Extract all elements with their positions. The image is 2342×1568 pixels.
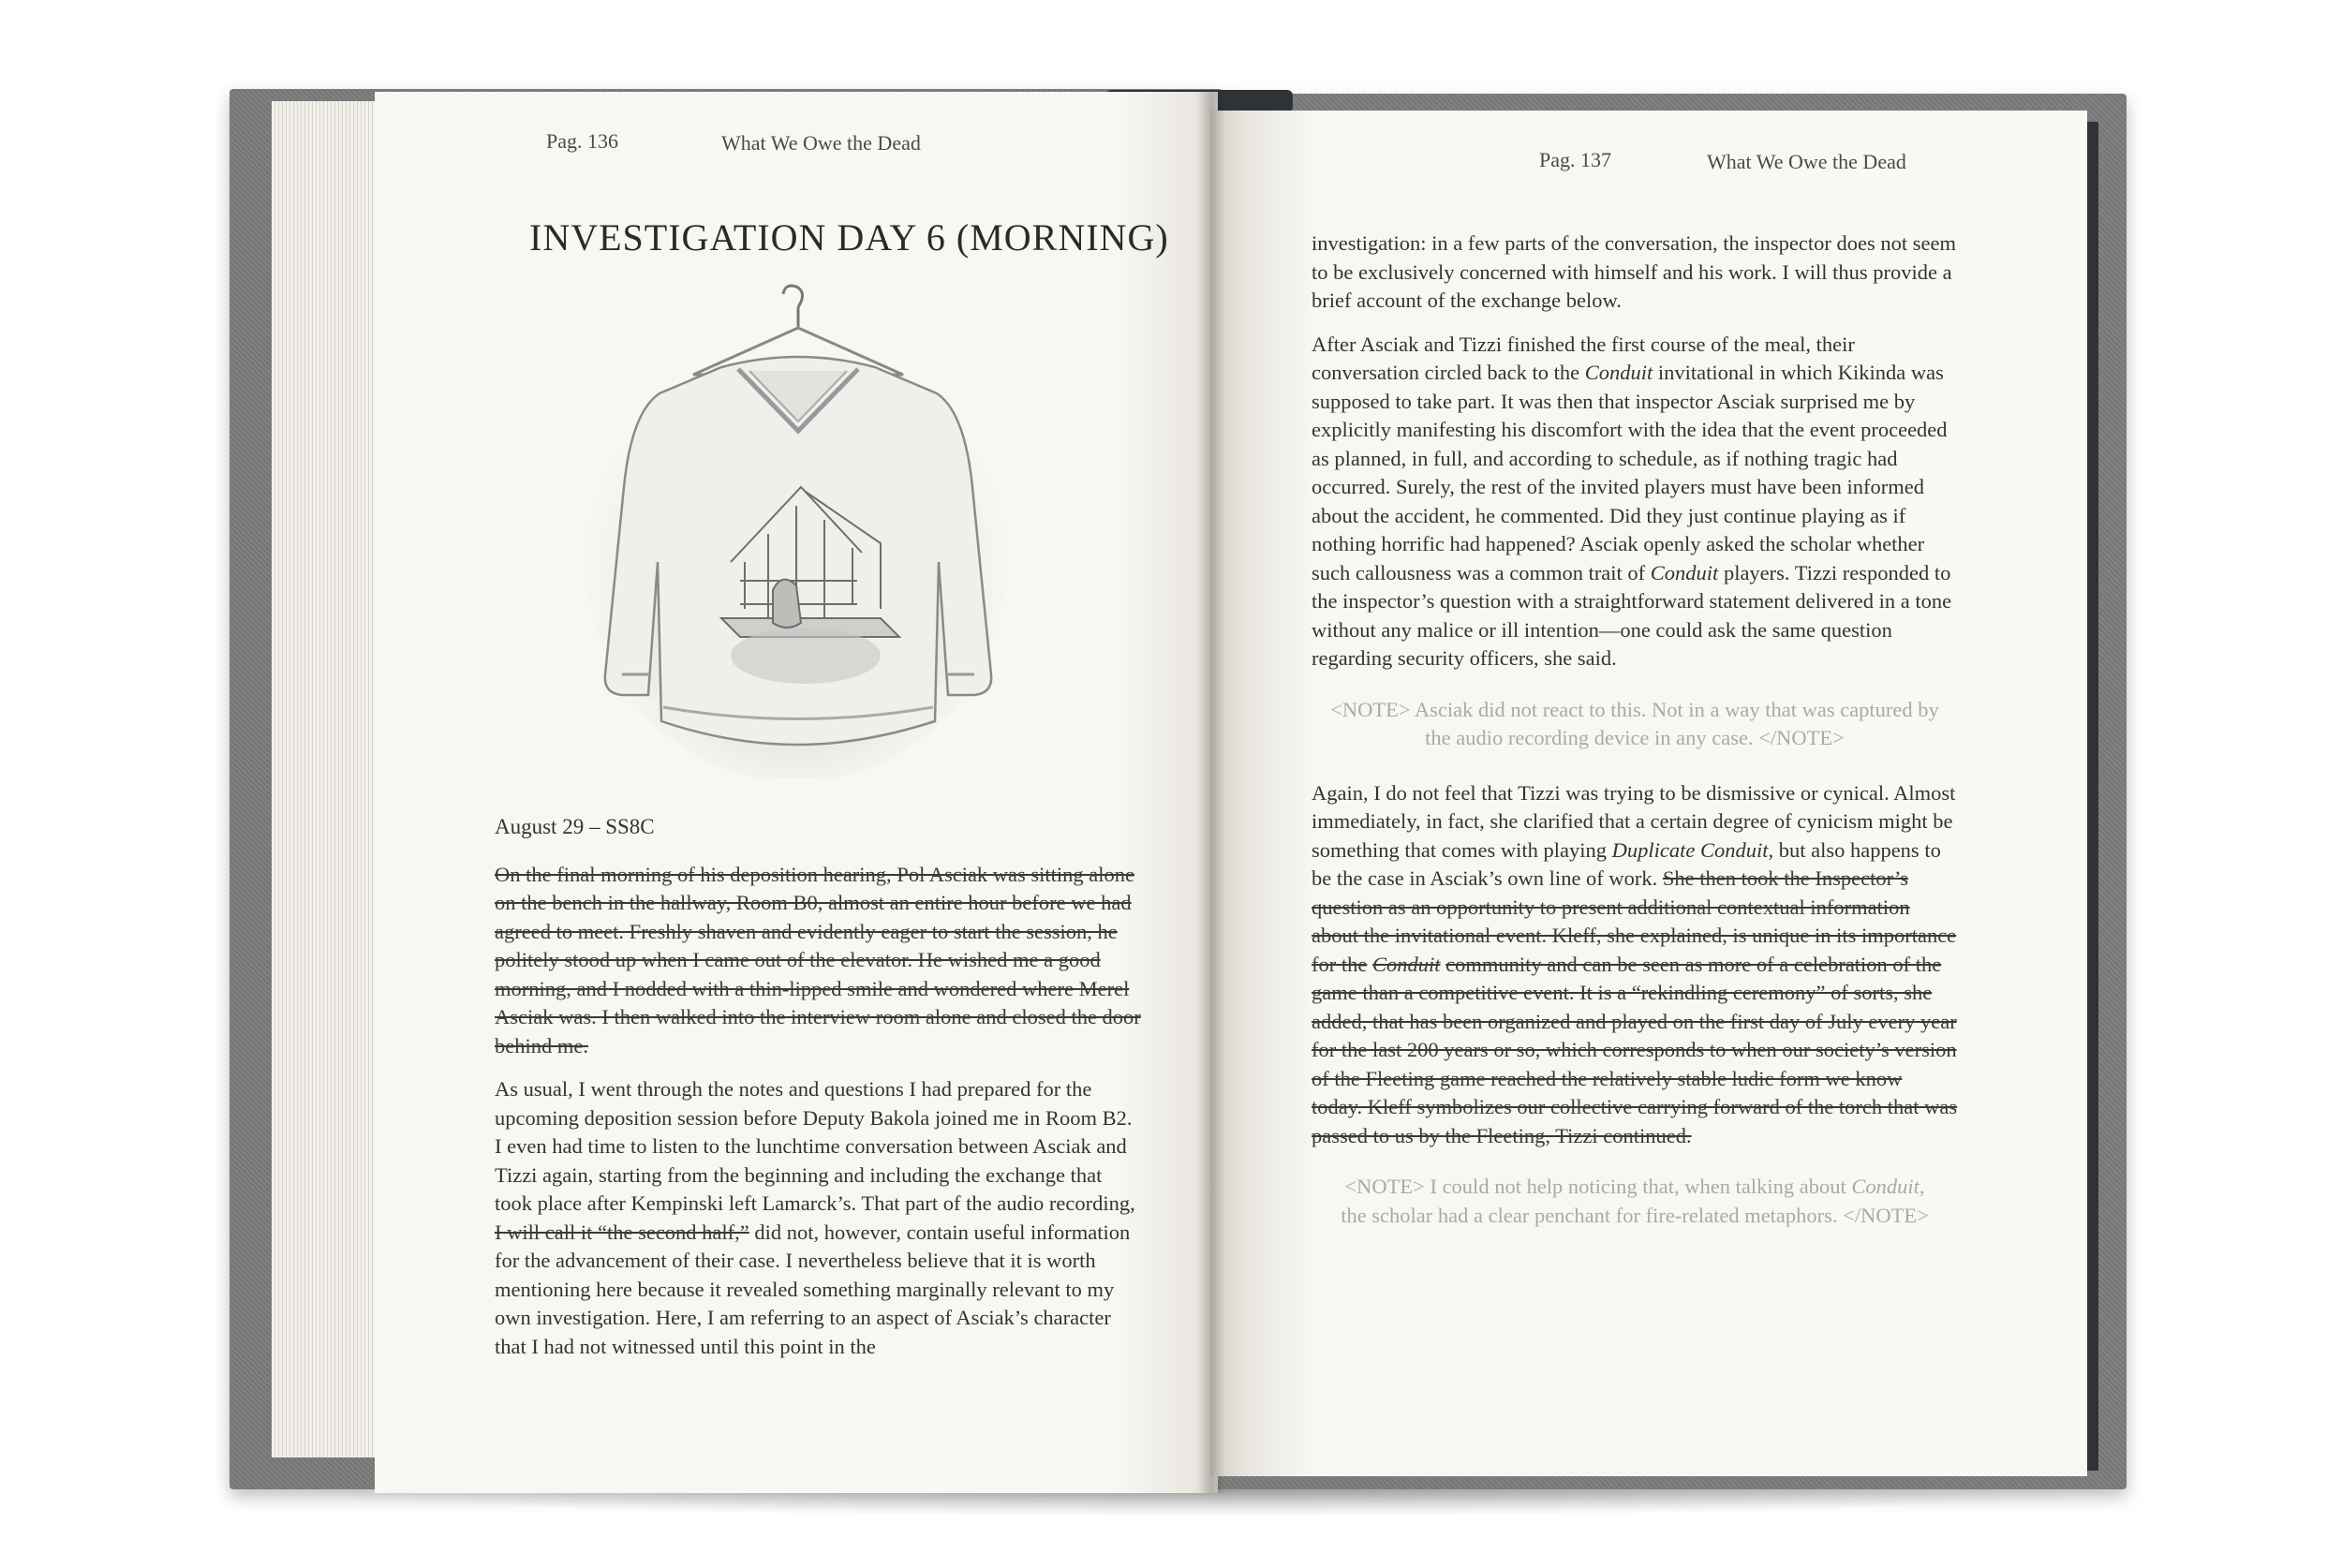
chapter-title: INVESTIGATION DAY 6 (MORNING) bbox=[529, 216, 1169, 259]
sweater-on-hanger-icon bbox=[581, 281, 1012, 777]
note-block: <NOTE> Asciak did not react to this. Not in a way that was captured by the audio recording device in any case. </NOTE> bbox=[1330, 697, 1939, 749]
struck-conduit-italic: Conduit bbox=[1371, 952, 1441, 976]
struck-text: community and can be seen as more of a celebration of the game than a competitive event. It is a “rekindling ceremony” of sorts, she added, that has been organized and played on the first day of July every year for the last 200 years or so, which corresponds to when our society’s version of the Fleeting game reached the relatively stable ludic form we know today. Kleff symbolizes our collective carrying forward of the torch that was passed to us by the Fleeting, Tizzi continued. bbox=[1312, 952, 1958, 1147]
right-running-title: What We Owe the Dead bbox=[1707, 150, 1906, 173]
body-paragraph: investigation: in a few parts of the conversation, the inspector does not seem to be exclusively concerned with himself and his work. I will thus provide a brief account of the exchange below. bbox=[1312, 231, 1956, 312]
left-running-title: What We Owe the Dead bbox=[721, 131, 921, 155]
note-text: , the scholar had a clear penchant for fire-related metaphors. </NOTE> bbox=[1341, 1175, 1929, 1227]
right-page-number: Pag. 137 bbox=[1539, 148, 1611, 171]
struck-text: On the final morning of his deposition hearing, Pol Asciak was sitting alone on the bench in the hallway, Room B0, almost an entire hour before we had agreed to meet. Freshly shaven and evidently eager to start the session, he politely stood up when I came out of the elevator. He wished me a good morning, and I nodded with a thin-lipped smile and wondered where Merel Asciak was. I then walked into the interview room alone and closed the door behind me. bbox=[495, 862, 1141, 1058]
conduit-italic: Conduit bbox=[1650, 560, 1719, 584]
note-text: <NOTE> I could not help noticing that, when talking about bbox=[1344, 1175, 1846, 1198]
body-paragraph bbox=[1312, 779, 1958, 1151]
book-gutter bbox=[1197, 92, 1225, 1493]
body-paragraph bbox=[495, 1075, 1141, 1361]
body-paragraph bbox=[1312, 331, 1958, 673]
left-page-number: Pag. 136 bbox=[546, 129, 618, 153]
body-text: , but also happens to be the case in Asciak’s own line of work. bbox=[1312, 837, 1941, 890]
right-page-text bbox=[1312, 229, 1958, 1230]
struck-text: She then took the Inspector’s question as an opportunity to present additional contextual information about the invitational event. Kleff, she explained, is unique in its importance for the bbox=[1312, 866, 1957, 976]
duplicate-conduit-italic: Duplicate Conduit bbox=[1611, 837, 1769, 862]
struck-text: I will call it “the second half,” bbox=[495, 1220, 749, 1244]
struck-paragraph bbox=[495, 861, 1141, 1061]
body-text: players. Tizzi responded to the inspector’s question with a straightforward statement delivered in a tone without any malice or ill intention—one could ask the same question regarding security officers, she said. bbox=[1312, 560, 1952, 670]
body-text: did not, however, contain useful information for the advancement of their case. I nevertheless believe that it is worth mentioning here because it revealed something marginally relevant to my own investigation. Here, I am referring to an aspect of Asciak’s character that I had not witnessed until this point in the bbox=[495, 1220, 1131, 1358]
body-text: Again, I do not feel that Tizzi was trying to be dismissive or cynical. Almost immediately, in fact, she clarified that a certain degree of cynicism might be something that comes with playing bbox=[1312, 780, 1956, 862]
note-block bbox=[1330, 1173, 1939, 1230]
body-text: invitational in which Kikinda was supposed to take part. It was then that inspector Asciak surprised me by explicitly manifesting his discomfort with the idea that the event proceeded as planned, in full, and according to schedule, as if nothing tragic had occurred. Surely, the rest of the invited players must have been informed about the accident, he commented. Did they just continue playing as if nothing horrific had happened? Asciak openly asked the scholar whether such callousness was a common trait of bbox=[1312, 361, 1948, 584]
dateline: August 29 – SS8C bbox=[495, 815, 655, 838]
body-text: As usual, I went through the notes and questions I had prepared for the upcoming deposition session before Deputy Bakola joined me in Room B2. I even had time to listen to the lunchtime conversation between Asciak and Tizzi again, starting from the beginning and including the exchange that took place after Kempinski left Lamarck’s. That part of the audio recording, bbox=[495, 1077, 1135, 1215]
body-text: After Asciak and Tizzi finished the first course of the meal, their conversation circled back to the bbox=[1312, 332, 1855, 384]
conduit-italic: Conduit bbox=[1584, 361, 1653, 384]
conduit-italic: Conduit bbox=[1851, 1175, 1920, 1198]
left-page-text bbox=[495, 813, 1141, 1376]
